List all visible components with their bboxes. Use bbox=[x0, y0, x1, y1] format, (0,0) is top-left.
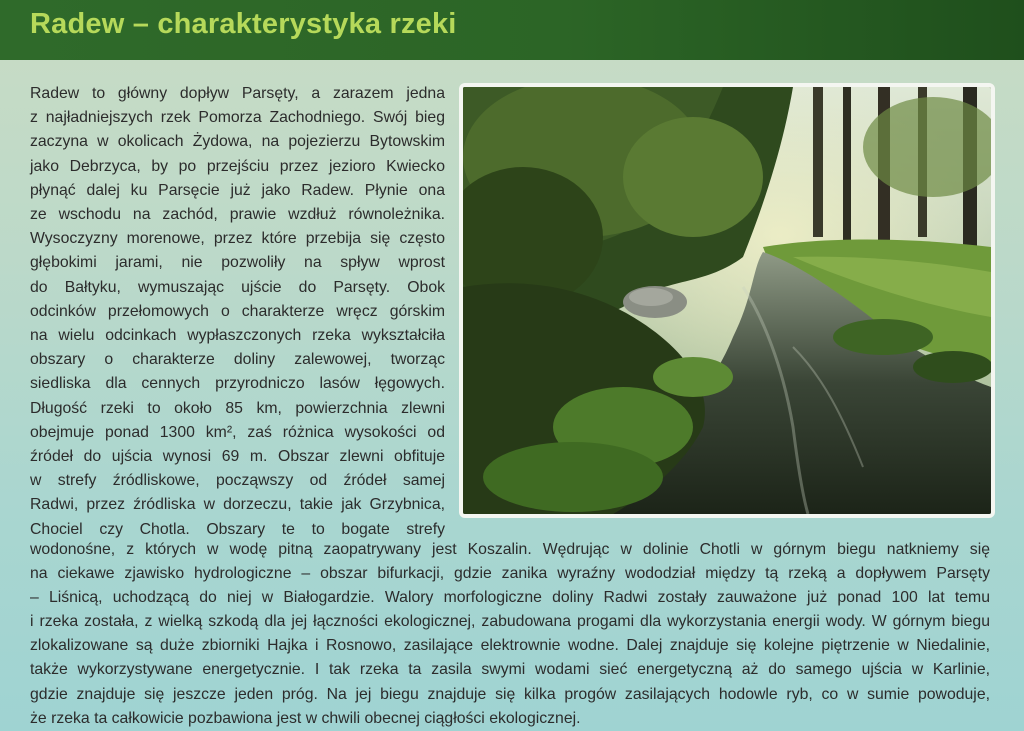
text-line: zlokalizowane są duże zbiorniki Hajka i Rosnowo, zasilające elektrownie wodne. Dalej znajduje się kolejne piętrzenie w Niedalinie, bbox=[30, 637, 990, 655]
river-photo-icon bbox=[463, 87, 991, 514]
river-photo bbox=[459, 83, 995, 518]
text-line: także wykorzystywane energetycznie. I tak rzeka ta zasila swymi wodami sieć energetyczną aż do samego ujścia w Karlinie, bbox=[30, 661, 990, 679]
text-line: Wysoczyzny morenowe, przez które przebija się często bbox=[30, 230, 445, 248]
text-line: na wielu odcinkach wypłaszczonych rzeka wykształciła bbox=[30, 327, 445, 345]
text-line: jako Debrzyca, by po przejściu przez jezioro Kwiecko bbox=[30, 157, 445, 175]
body-text bbox=[30, 538, 990, 731]
text-line: Radew to główny dopływ Parsęty, a zarazem jedna bbox=[30, 85, 445, 102]
text-line: do Bałtyku, wymuszając ujście do Parsęty. Obok bbox=[30, 278, 445, 296]
text-line: i rzeka została, z wielką szkodą dla jej łączności ekologicznej, zabudowana progami dla wykorzystania energii wody. W górnym biegu bbox=[30, 613, 990, 631]
page-title: Radew – charakterystyka rzeki bbox=[30, 8, 457, 40]
header-banner bbox=[0, 0, 1024, 60]
text-line: obejmuje ponad 1300 km², zaś różnica wysokości od bbox=[30, 423, 445, 441]
text-line: Długość rzeki to około 85 km, powierzchnia zlewni bbox=[30, 399, 445, 417]
text-line: źródeł do ujścia wynosi 69 m. Obszar zlewni obfituje bbox=[30, 448, 445, 466]
text-line: że rzeka ta całkowicie pozbawiona jest w chwili obecnej ciągłości ekologicznej. bbox=[30, 709, 581, 727]
text-line: gdzie znajduje się jeszcze jeden próg. Na jej biegu znajduje się kilka progów zasilających hodowle ryb, co w sumie powoduje, bbox=[30, 685, 990, 703]
text-line: – Liśnicą, uchodzącą do niej w Białogardzie. Walory morfologiczne doliny Radwi zostały zauważone już ponad 100 lat temu bbox=[30, 589, 990, 607]
text-line: wodonośne, z których w wodę pitną zaopatrywany jest Koszalin. Wędrując w dolinie Chotli w górnym biegu natkniemy się bbox=[30, 541, 990, 558]
text-line: ze wschodu na zachód, prawie wzdłuż równoleżnika. bbox=[30, 206, 445, 224]
text-line: w strefy źródliskowe, począwszy od źródeł samej bbox=[30, 472, 445, 490]
text-line: Chociel czy Chotla. Obszary te to bogate strefy bbox=[30, 520, 445, 538]
text-line: siedliska dla cennych przyrodniczo lasów łęgowych. bbox=[30, 375, 445, 393]
text-line: obszary o charakterze doliny zalewowej, tworząc bbox=[30, 351, 445, 369]
text-line: zaczyna w okolicach Żydowa, na pojezierzu Bytowskim bbox=[30, 133, 445, 151]
text-line: płynąć dalej ku Parsęcie już jako Radew. Płynie ona bbox=[30, 181, 445, 199]
text-line: odcinków przełomowych o charakterze wręcz górskim bbox=[30, 302, 445, 320]
text-line: Radwi, przez źródliska w dorzeczu, takie jak Grzybnica, bbox=[30, 496, 445, 514]
intro-column-text bbox=[30, 82, 445, 542]
text-line: na ciekawe zjawisko hydrologiczne – obszar bifurkacji, gdzie zanika wyraźny wododział między tą rzeką a dopływem Parsęty bbox=[30, 565, 990, 583]
text-line: z najładniejszych rzek Pomorza Zachodniego. Swój bieg bbox=[30, 109, 445, 127]
text-line: głębokimi jarami, nie pozwoliły na spływ wprost bbox=[30, 254, 445, 272]
